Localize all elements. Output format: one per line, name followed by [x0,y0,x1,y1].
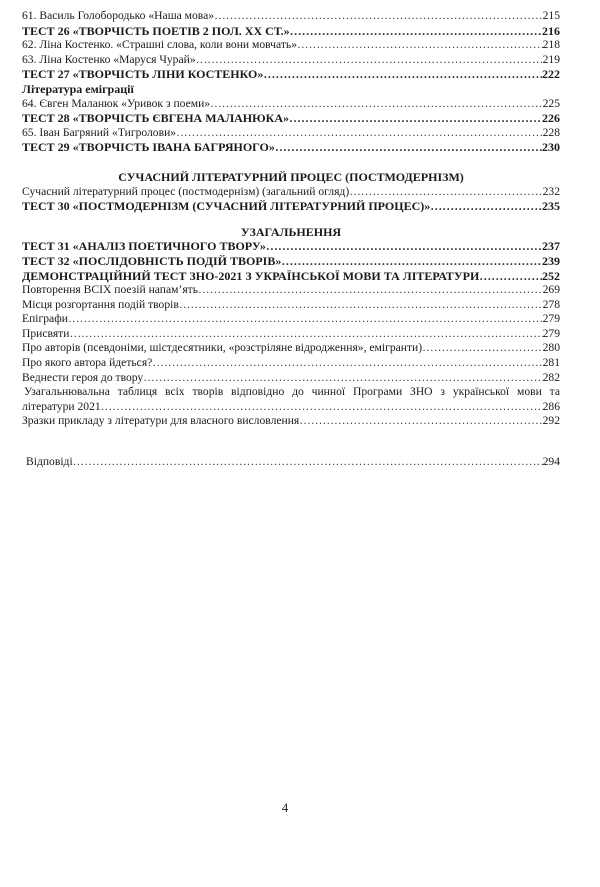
toc-entry[interactable] [22,185,560,200]
toc-entry-title: літератури 2021 [22,399,101,413]
dot-leader [143,371,542,386]
subsection-heading: Література еміграції [22,81,134,96]
toc-entry[interactable] [22,414,560,429]
toc-entry-title: ТЕСТ 29 «ТВОРЧІСТЬ ІВАНА БАГРЯНОГО» [22,140,275,155]
toc-entry-title: Місця розгортання подій творів [22,297,179,311]
dot-leader [297,38,543,53]
toc-entry-page: 286 [542,399,560,413]
toc-entry-page: 237 [542,239,560,254]
toc-entry-title: Зразки прикладу з літератури для власного висловлення [22,414,300,428]
dot-leader [479,269,542,284]
toc-entry-title: Повторення ВСІХ поезій напам’ять [22,283,199,297]
dot-leader [290,24,542,39]
toc-entry[interactable] [22,371,560,386]
dot-leader [101,400,543,415]
toc-entry[interactable] [22,239,560,254]
toc-entry[interactable] [22,455,560,470]
toc-entry[interactable] [22,283,560,298]
toc-entry-title: Веднести героя до твору [22,370,144,384]
toc-entry[interactable] [22,67,560,82]
spacer [22,429,560,455]
toc-entry[interactable] [22,312,560,327]
toc-entry-page: 215 [542,9,560,22]
toc-entry-title: ДЕМОНСТРАЦІЙНИЙ ТЕСТ ЗНО-2021 З УКРАЇНСЬКОЇ МОВИ ТА ЛІТЕРАТУРИ [22,268,480,283]
toc-entry-page: 219 [542,52,560,66]
dot-leader [299,414,542,429]
toc-entry[interactable] [22,111,560,126]
dot-leader [69,327,542,342]
toc-entry-title: Присвяти [22,326,70,340]
toc-entry-page: 280 [542,341,560,355]
toc-entry-page: 239 [542,253,560,268]
toc-entry-title: 64. Євген Маланюк «Уривок з поеми» [22,96,211,110]
toc-entry-title: 62. Ліна Костенко. «Страшні слова, коли вони мовчать» [22,38,298,52]
dot-leader [68,312,543,327]
toc-entry-title: ТЕСТ 30 «ПОСТМОДЕРНІЗМ (СУЧАСНИЙ ЛІТЕРАТУРНИЙ ПРОЦЕС)» [22,199,431,214]
toc-entry[interactable] [22,298,560,313]
dot-leader [281,254,542,269]
toc-entry-title: 65. Іван Багряний «Тигролови» [22,125,177,139]
toc-entry-title: ТЕСТ 32 «ПОСЛІДОВНІСТЬ ПОДІЙ ТВОРІВ» [22,253,282,268]
toc-entry-page: 226 [542,111,560,126]
spacer [22,155,560,170]
toc-entry-title: 63. Ліна Костенко «Маруся Чурай» [22,52,196,66]
dot-leader [198,283,543,298]
toc-entry-page: 216 [542,23,560,38]
toc-entry-page: 252 [542,268,560,283]
toc-entry-page: 218 [542,38,560,52]
toc-entry[interactable] [22,400,560,415]
toc-entry-title: Відповіді [26,455,73,469]
page-number: 4 [281,800,289,815]
section-heading: СУЧАСНИЙ ЛІТЕРАТУРНИЙ ПРОЦЕС (ПОСТМОДЕРНІЗМ) [118,169,464,184]
dot-leader [210,97,543,112]
toc-entry-title: Епіграфи [22,312,68,326]
toc-entry[interactable] [22,199,560,214]
toc-entry-title: ТЕСТ 28 «ТВОРЧІСТЬ ЄВГЕНА МАЛАНЮКА» [22,111,290,126]
toc-entry[interactable] [22,356,560,371]
toc-entry-page: 294 [542,455,560,469]
toc-entry[interactable] [22,53,560,68]
dot-leader [263,67,542,82]
toc-entry-title: ТЕСТ 31 «АНАЛІЗ ПОЕТИЧНОГО ТВОРУ» [22,239,266,254]
table-of-contents [22,9,560,470]
toc-entry[interactable] [22,269,560,284]
dot-leader [214,9,543,24]
toc-entry-page: 269 [542,283,560,297]
spacer [22,214,560,225]
toc-entry-title: ТЕСТ 27 «ТВОРЧІСТЬ ЛІНИ КОСТЕНКО» [22,67,264,82]
toc-entry[interactable] [22,24,560,39]
dot-leader [422,341,543,356]
toc-entry-page: 292 [542,414,560,428]
toc-entry-page: 225 [542,96,560,110]
toc-entry[interactable] [22,97,560,112]
toc-entry[interactable] [22,38,560,53]
dot-leader [289,111,542,126]
toc-entry-page: 278 [542,297,560,311]
toc-entry-page: 281 [542,356,560,370]
toc-entry-line: Узагальнювальна таблиця всіх творів відповідно до чинної Програми ЗНО з української мови та [24,385,560,399]
toc-entry-page: 282 [542,370,560,384]
toc-entry[interactable] [22,126,560,141]
toc-entry-title: ТЕСТ 26 «ТВОРЧІСТЬ ПОЕТІВ 2 ПОЛ. ХХ СТ.» [22,23,290,38]
dot-leader [196,53,543,68]
dot-leader [152,356,542,371]
toc-entry-title: 61. Василь Голобородько «Наша мова» [22,9,215,22]
toc-entry[interactable] [22,9,560,24]
dot-leader [176,126,543,141]
toc-entry-page: 228 [542,125,560,139]
dot-leader [275,140,542,155]
toc-entry[interactable] [22,341,560,356]
toc-entry-title: Про авторів (псевдоніми, шістдесятники, «розстріляне відродження», емігранти) [22,341,423,355]
toc-entry[interactable] [22,254,560,269]
dot-leader [266,239,542,254]
dot-leader [73,455,543,470]
dot-leader [179,298,543,313]
dot-leader [349,185,542,200]
dot-leader [430,199,542,214]
toc-entry-page: 222 [542,67,560,82]
toc-entry-page: 232 [542,184,560,198]
toc-entry-page: 279 [542,312,560,326]
toc-entry-page: 235 [542,199,560,214]
toc-entry-page: 279 [542,326,560,340]
toc-entry[interactable] [22,327,560,342]
toc-entry-title: Про якого автора йдеться? [22,356,153,370]
section-heading: УЗАГАЛЬНЕННЯ [240,224,342,239]
toc-entry-page: 230 [542,140,560,155]
toc-entry[interactable] [22,140,560,155]
toc-entry-title: Сучасний літературний процес (постмодернізм) (загальний огляд) [22,184,350,198]
